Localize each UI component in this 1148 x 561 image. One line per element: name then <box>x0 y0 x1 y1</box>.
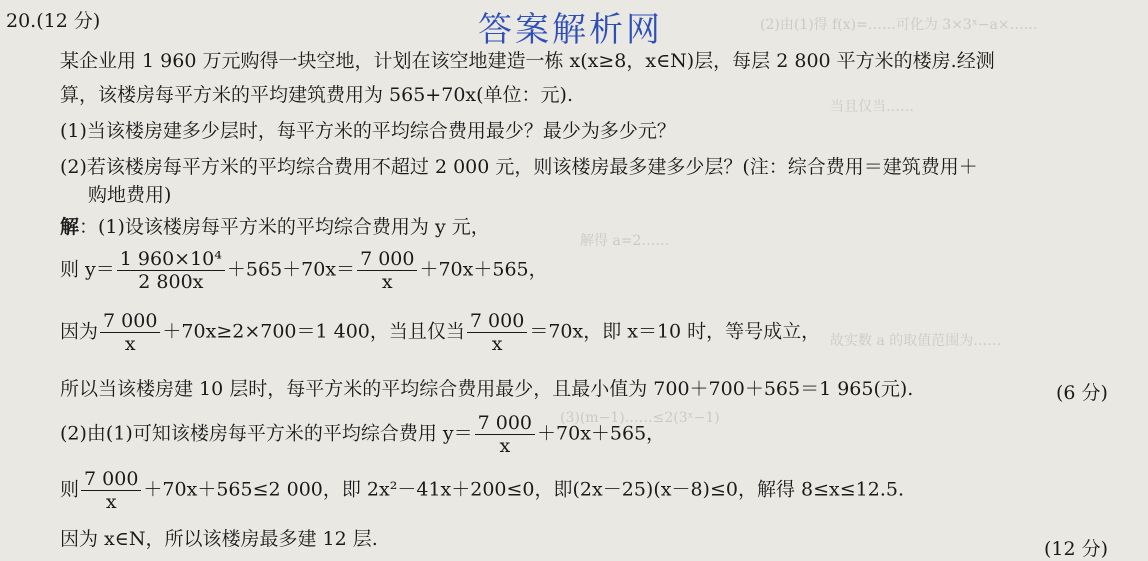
fraction <box>100 310 160 355</box>
fraction-numerator: 1 960×10⁴ <box>117 248 225 271</box>
solution-line-3 <box>60 310 820 362</box>
fraction-denominator: x <box>499 435 511 457</box>
solution-text: 则 <box>60 478 80 501</box>
bleed-through-text: 故实数 a 的取值范围为…… <box>830 333 1002 349</box>
fraction-numerator: 7 000 <box>357 248 417 271</box>
fraction-denominator: x <box>381 271 393 293</box>
fraction-denominator: x <box>491 333 503 355</box>
solution-text: 则 y＝ <box>60 258 115 281</box>
bleed-through-text: 解得 a=2…… <box>580 233 670 249</box>
solution-text: ＋70x＋565， <box>537 422 666 445</box>
solution-line-1 <box>60 214 490 240</box>
solution-line-5 <box>60 412 665 464</box>
question-points: (12 分) <box>36 10 101 32</box>
question-number: 20. <box>6 10 37 32</box>
question-part-1: (1)当该楼房建多少层时，每平方米的平均综合费用最少？最少为多少元？ <box>60 120 676 142</box>
score-label: (12 分) <box>1044 538 1109 560</box>
fraction-denominator: 2 800x <box>138 271 204 293</box>
bleed-through-text: 当且仅当…… <box>830 99 914 115</box>
solution-label: 解 <box>60 216 80 238</box>
question-header <box>6 8 100 34</box>
fraction <box>467 310 527 355</box>
question-part-2-line-2: 购地费用) <box>88 184 172 206</box>
fraction-numerator: 7 000 <box>467 310 527 333</box>
watermark-text: 答案解析网 <box>478 10 663 50</box>
solution-text: ＝70x，即 x＝10 时，等号成立， <box>529 320 821 343</box>
question-stem-line-1: 某企业用 1 960 万元购得一块空地，计划在该空地建造一栋 x(x≥8，x∈N)层，每层 2 800 平方米的楼房.经测 <box>60 50 995 72</box>
fraction-numerator: 7 000 <box>81 468 141 491</box>
solution-text: 因为 <box>60 320 99 343</box>
fraction <box>117 248 225 293</box>
solution-text: ＋70x≥2×700＝1 400，当且仅当 <box>162 320 465 343</box>
fraction-numerator: 7 000 <box>475 412 535 435</box>
fraction-denominator: x <box>105 491 117 513</box>
solution-line-4: 所以当该楼房建 10 层时，每平方米的平均综合费用最少，且最小值为 700＋700＋565＝1 965(元). <box>60 378 914 400</box>
solution-text: ＋70x＋565， <box>419 258 548 281</box>
fraction <box>475 412 535 457</box>
solution-text: ＋70x＋565≤2 000，即 2x²－41x＋200≤0，即(2x－25)(x－8)≤0，解得 8≤x≤12.5. <box>143 478 904 501</box>
solution-line-7: 因为 x∈N，所以该楼房最多建 12 层. <box>60 528 378 550</box>
solution-text: (2)由(1)可知该楼房每平方米的平均综合费用 y＝ <box>60 422 473 445</box>
fraction-denominator: x <box>124 333 136 355</box>
question-stem-line-2: 算，该楼房每平方米的平均建筑费用为 565+70x(单位：元). <box>60 84 573 106</box>
fraction-numerator: 7 000 <box>100 310 160 333</box>
solution-line-2 <box>60 248 548 300</box>
fraction <box>81 468 141 513</box>
question-part-2-line-1: (2)若该楼房每平方米的平均综合费用不超过 2 000 元，则该楼房最多建多少层？(注：综合费用＝建筑费用＋ <box>60 156 978 178</box>
solution-line-6 <box>60 468 904 520</box>
bleed-through-text: (2)由(1)得 f(x)=……可化为 3×3ˣ−a×…… <box>760 17 1038 33</box>
solution-text: ＋565＋70x＝ <box>226 258 356 281</box>
fraction <box>357 248 417 293</box>
score-label: (6 分) <box>1056 382 1108 404</box>
bleed-through-text: (3)(m−1)……≤2(3ˣ−1) <box>560 410 720 426</box>
solution-text: ：(1)设该楼房每平方米的平均综合费用为 y 元， <box>79 216 490 238</box>
